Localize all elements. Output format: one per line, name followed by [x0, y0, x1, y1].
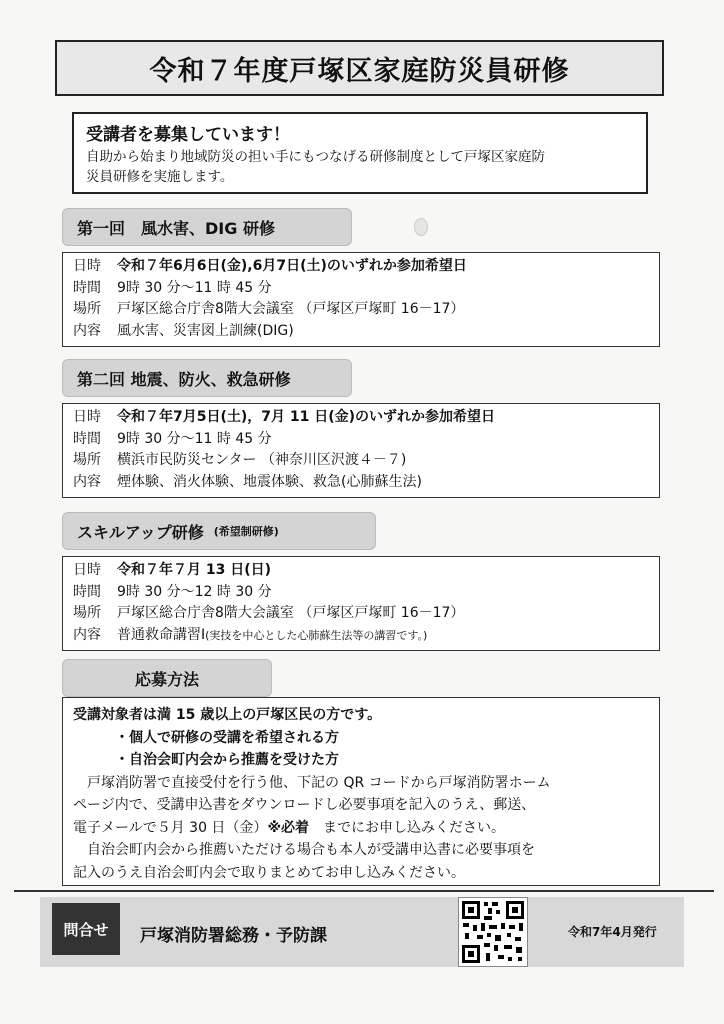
contact-name: 戸塚消防署総務・予防課	[140, 926, 327, 946]
row-label: 日時	[73, 562, 101, 578]
row-label: 内容	[73, 322, 101, 339]
apply-deadline: 電子メールで５月 30 日（金）	[73, 819, 268, 836]
session2-tab: 第二回 地震、防火、救急研修	[62, 359, 352, 397]
row-value: 9時 30 分～12 時 30 分	[117, 583, 272, 600]
row-label: 場所	[73, 301, 101, 317]
session3-row-place	[73, 603, 649, 625]
apply-condition-1: ・個人で研修の受講を希望される方	[115, 729, 339, 746]
row-value: 風水害、災害図上訓練(DIG)	[117, 322, 294, 339]
row-label: 場所	[73, 605, 101, 621]
apply-para1-line2: ページ内で、受講申込書をダウンロードし必要事項を記入のうえ、郵送、	[73, 797, 536, 813]
row-note: (実技を中心とした心肺蘇生法等の講習です。)	[205, 628, 428, 642]
session1-tab: 第一回 風水害、DIG 研修	[62, 208, 352, 246]
session3-tab-note: (希望制研修)	[213, 525, 279, 538]
page-title: 令和７年度戸塚区家庭防災員研修	[55, 40, 664, 96]
recruit-text-line2: 災員研修を実施します。	[86, 169, 234, 185]
session1-row-content	[73, 321, 649, 343]
session1-row-time	[73, 278, 649, 300]
divider	[14, 890, 714, 892]
apply-box	[62, 697, 660, 886]
row-value: 令和７年７月 13 日(日)	[117, 562, 272, 578]
row-label: 場所	[73, 452, 101, 468]
row-value: 9時 30 分～11 時 45 分	[117, 279, 272, 296]
session2-row-place	[73, 450, 649, 472]
scan-speck	[414, 218, 428, 236]
session3-row-date	[73, 560, 649, 582]
recruit-box	[72, 112, 648, 194]
apply-para1-line3	[73, 817, 649, 840]
session2-row-date	[73, 407, 649, 429]
contact-label: 問合せ	[52, 903, 120, 955]
session1-row-place	[73, 299, 649, 321]
row-label: 時間	[73, 279, 101, 296]
qr-code-icon[interactable]	[458, 897, 528, 967]
apply-condition-2: ・自治会町内会から推薦を受けた方	[115, 752, 339, 768]
recruit-text-line1: 自助から始まり地域防災の担い手にもつなげる研修制度として戸塚区家庭防	[86, 149, 545, 165]
row-value: 横浜市民防災センター （神奈川区沢渡４－７)	[117, 452, 407, 468]
recruit-heading: 受講者を募集しています！	[86, 125, 290, 145]
apply-para2-line1: 自治会町内会から推薦いただける場合も本人が受講申込書に必要事項を	[87, 842, 535, 858]
session3-row-content	[73, 625, 649, 647]
apply-target: 受講対象者は満 15 歳以上の戸塚区民の方です。	[73, 707, 382, 723]
session3-row-time	[73, 582, 649, 604]
apply-deadline-tail: までにお申し込みください。	[309, 819, 506, 836]
issued-date: 令和7年4月発行	[568, 925, 657, 939]
session2-row-content	[73, 472, 649, 494]
apply-para2-line2: 記入のうえ自治会町内会で取りまとめてお申し込みください。	[73, 864, 465, 881]
row-value: 戸塚区総合庁舎8階大会議室 （戸塚区戸塚町 16－17）	[117, 605, 465, 621]
footer	[40, 897, 684, 967]
session2-row-time	[73, 429, 649, 451]
row-label: 時間	[73, 430, 101, 447]
apply-para1-line1: 戸塚消防署で直接受付を行う他、下記の QR コードから戸塚消防署ホーム	[87, 774, 551, 791]
row-value: 煙体験、消火体験、地震体験、救急(心肺蘇生法)	[117, 473, 422, 490]
apply-must-arrive: ※必着	[267, 819, 310, 836]
row-value: 普通救命講習Ⅰ	[117, 626, 206, 643]
session3-box	[62, 556, 660, 651]
session3-tab	[62, 512, 376, 550]
row-label: 内容	[73, 626, 101, 643]
apply-tab: 応募方法	[62, 659, 272, 697]
session1-box	[62, 252, 660, 347]
row-label: 時間	[73, 583, 101, 600]
row-value: 令和７年6月6日(金),6月7日(土)のいずれか参加希望日	[117, 258, 467, 274]
row-label: 日時	[73, 409, 101, 425]
row-value: 戸塚区総合庁舎8階大会議室 （戸塚区戸塚町 16－17）	[117, 301, 465, 317]
row-value: 9時 30 分～11 時 45 分	[117, 430, 272, 447]
row-value: 令和７年7月5日(土)，7月 11 日(金)のいずれか参加希望日	[117, 409, 496, 425]
session2-box	[62, 403, 660, 498]
session3-tab-title: スキルアップ研修	[77, 522, 204, 542]
row-label: 内容	[73, 473, 101, 490]
session1-row-date	[73, 256, 649, 278]
row-label: 日時	[73, 258, 101, 274]
